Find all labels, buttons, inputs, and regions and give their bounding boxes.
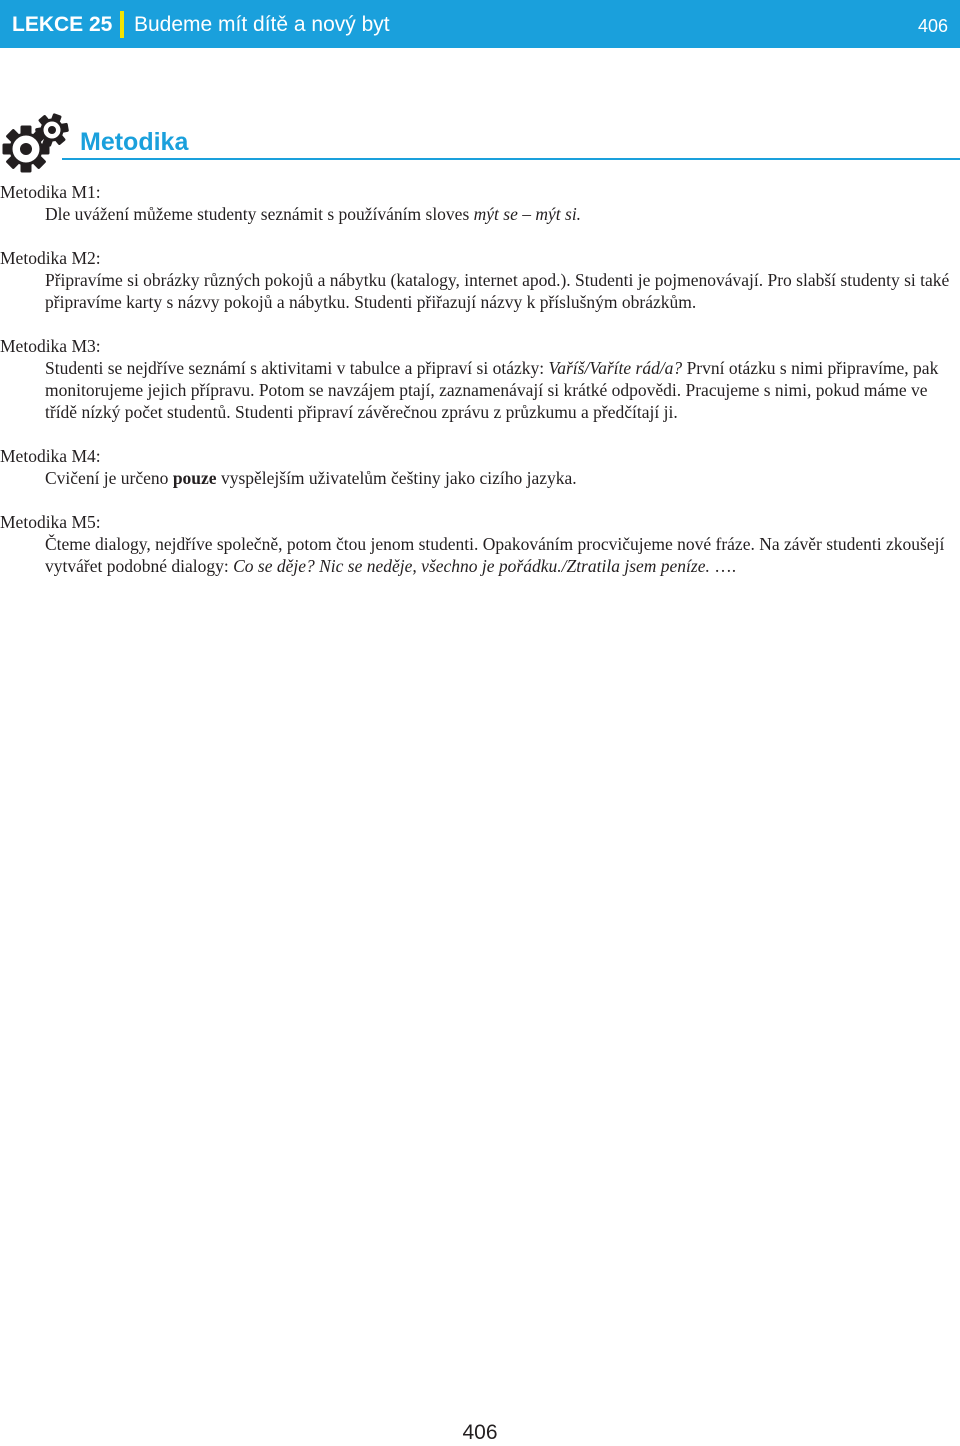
section-title: Metodika M1: bbox=[0, 182, 101, 202]
text-run: Co se děje? Nic se neděje, všechno je pořádku./Ztratila jsem peníze. bbox=[233, 556, 710, 576]
text-run: Dle uvážení můžeme studenty seznámit s používáním sloves bbox=[45, 204, 474, 224]
heading-rule bbox=[62, 158, 960, 160]
header-page-number: 406 bbox=[917, 16, 948, 36]
page-header bbox=[0, 0, 960, 48]
text-run: Připravíme si obrázky různých pokojů a nábytku (katalogy, internet apod.). Studenti je pojmenovávají. Pro slabší studenty si také připravíme karty s názvy pokojů a nábytku. Studenti přiřazují názvy k příslušným obrázkům. bbox=[45, 270, 950, 312]
methodology-content bbox=[0, 181, 960, 577]
section-title: Metodika M3: bbox=[0, 336, 101, 356]
methodology-section bbox=[0, 445, 960, 489]
section-title: Metodika M5: bbox=[0, 512, 101, 532]
text-run: První otázku s nimi připravíme, pak monitorujeme jejich přípravu. Potom se navzájem ptají, zaznamenávají si krátké odpovědi. Pracujeme s nimi, pokud máme ve třídě nízký počet studentů. Studenti připraví závěrečnou zprávu z průzkumu a předčítají ji. bbox=[45, 358, 939, 422]
section-body bbox=[0, 203, 960, 225]
section-title: Metodika M2: bbox=[0, 248, 101, 268]
methodology-section bbox=[0, 335, 960, 423]
section-body bbox=[0, 467, 960, 489]
section-body bbox=[0, 269, 960, 313]
text-run: mýt se – mýt si. bbox=[473, 204, 582, 224]
lesson-topic: Budeme mít dítě a nový byt bbox=[134, 13, 390, 36]
methodology-section bbox=[0, 247, 960, 313]
text-run: vyspělejším uživatelům češtiny jako cizího jazyka. bbox=[216, 468, 577, 488]
lesson-label: LEKCE 25 bbox=[12, 13, 113, 36]
footer-page-number: 406 bbox=[462, 1421, 498, 1444]
page-title: Metodika bbox=[80, 128, 189, 156]
text-run: Studenti se nejdříve seznámí s aktivitami v tabulce a připraví si otázky: bbox=[45, 358, 549, 378]
text-run: Cvičení je určeno bbox=[45, 468, 173, 488]
header-separator bbox=[120, 11, 124, 38]
text-run: Vaříš/Vaříte rád/a? bbox=[548, 358, 683, 378]
text-run: …. bbox=[709, 556, 737, 576]
section-body bbox=[0, 357, 960, 423]
methodology-section bbox=[0, 181, 960, 225]
gears-icon bbox=[2, 113, 72, 175]
section-heading bbox=[0, 113, 960, 175]
methodology-section bbox=[0, 511, 960, 577]
section-title: Metodika M4: bbox=[0, 446, 101, 466]
text-run: Čteme dialogy, nejdříve společně, potom čtou jenom studenti. Opakováním procvičujeme nové fráze. Na závěr studenti zkoušejí vytvářet podobné dialogy: bbox=[45, 534, 945, 576]
section-body bbox=[0, 533, 960, 577]
text-run: pouze bbox=[172, 468, 217, 488]
